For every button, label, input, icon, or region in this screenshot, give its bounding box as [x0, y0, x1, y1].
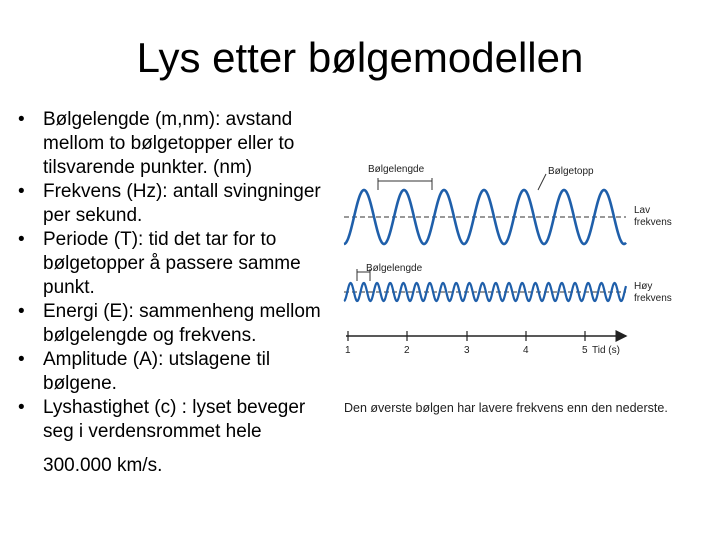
crest-label: Bølgetopp — [548, 166, 594, 177]
low-frequency-label-line1: Lav — [634, 205, 651, 216]
bullet-text: Bølgelengde (m,nm): avstand mellom to bølgetopper eller to tilsvarende punkter. (nm) — [43, 109, 295, 178]
bullet-item: • Energi (E): sammenheng mellom bølgelengde og frekvens. — [18, 300, 336, 348]
bullet-item: • Frekvens (Hz): antall svingninger per sekund. — [18, 180, 336, 228]
high-frequency-label-line1: Høy — [634, 281, 653, 292]
bullet-item: • Amplitude (A): utslagene til bølgene. — [18, 348, 336, 396]
crest-pointer — [538, 174, 546, 190]
axis-tick-label: 2 — [404, 345, 410, 356]
figure-caption: Den øverste bølgen har lavere frekvens enn den nederste. — [344, 401, 668, 415]
bullet-text: Periode (T): tid det tar for to bølgetopper å passere samme punkt. — [43, 229, 301, 298]
bullet-list — [18, 108, 336, 478]
axis-tick-label: 3 — [464, 345, 470, 356]
low-frequency-label-line2: frekvens — [634, 217, 672, 228]
axis-tick-label: 5 — [582, 345, 588, 356]
bullet-item: • Lyshastighet (c) : lyset beveger seg i verdensrommet hele 300.000 km/s. — [18, 396, 336, 478]
bullet-text: Energi (E): sammenheng mellom bølgelengde og frekvens. — [43, 301, 321, 346]
high-frequency-label-line2: frekvens — [634, 293, 672, 304]
bullet-text: Frekvens (Hz): antall svingninger per sekund. — [43, 181, 321, 226]
bullet-text-continuation: 300.000 km/s. — [43, 455, 163, 476]
wave-figure — [340, 150, 685, 375]
bullet-text: Amplitude (A): utslagene til bølgene. — [43, 349, 271, 394]
wavelength-label-bottom: Bølgelengde — [366, 263, 423, 274]
high-frequency-wave — [344, 283, 626, 301]
bullet-text: Lyshastighet (c) : lyset beveger seg i verdensrommet hele — [43, 397, 306, 442]
bullet-item: • Periode (T): tid det tar for to bølgetopper å passere samme punkt. — [18, 228, 336, 300]
axis-unit-label: Tid (s) — [592, 345, 620, 356]
axis-tick-label: 1 — [345, 345, 351, 356]
slide-title: Lys etter bølgemodellen — [136, 34, 584, 81]
wavelength-label-top: Bølgelengde — [368, 164, 425, 175]
bullet-item: • Bølgelengde (m,nm): avstand mellom to bølgetopper eller to tilsvarende punkter. (nm) — [18, 108, 336, 180]
axis-tick-label: 4 — [523, 345, 529, 356]
